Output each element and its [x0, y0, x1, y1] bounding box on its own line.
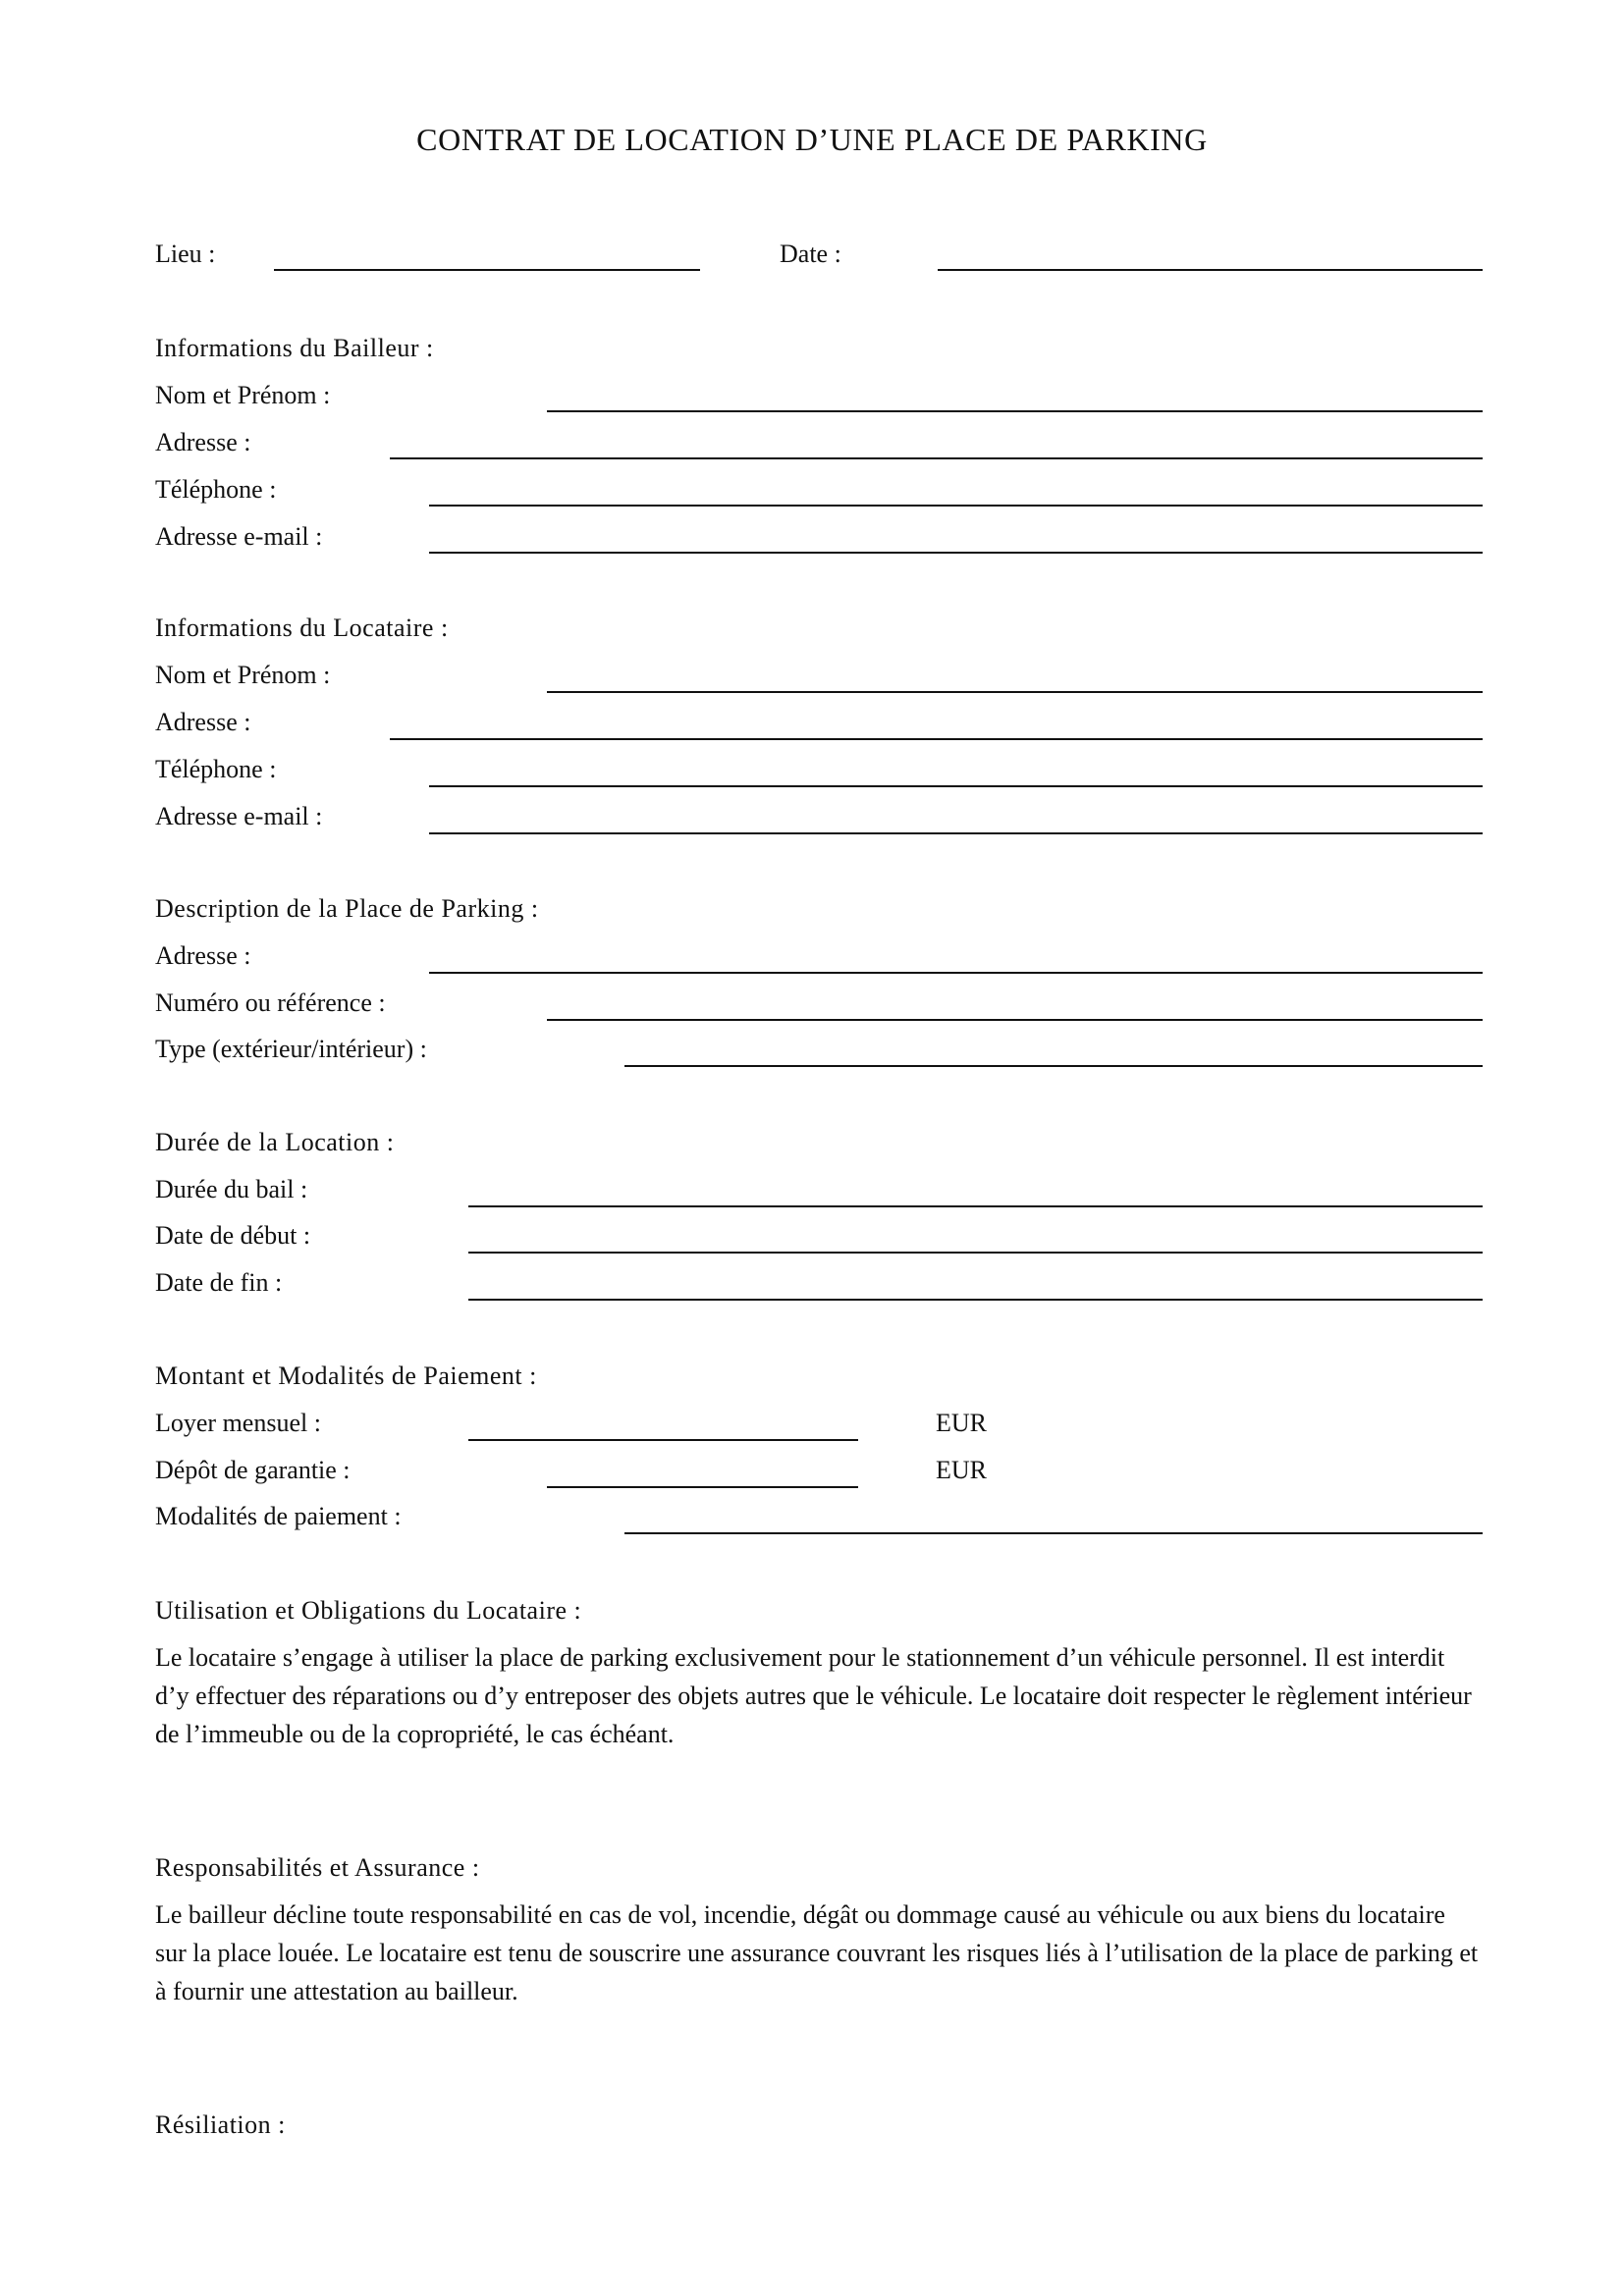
landlord-address-field[interactable] [390, 457, 1483, 459]
duration-heading: Durée de la Location : [155, 1128, 395, 1156]
deposit-label: Dépôt de garantie : [155, 1456, 351, 1484]
parking-reference-label: Numéro ou référence : [155, 988, 386, 1017]
start-date-field[interactable] [468, 1252, 1483, 1254]
tenant-phone-field[interactable] [429, 785, 1483, 787]
deposit-currency: EUR [936, 1456, 987, 1484]
parking-type-field[interactable] [624, 1065, 1483, 1067]
usage-heading: Utilisation et Obligations du Locataire : [155, 1596, 582, 1625]
deposit-field[interactable] [547, 1486, 858, 1488]
lease-duration-label: Durée du bail : [155, 1175, 308, 1203]
tenant-name-field[interactable] [547, 691, 1483, 693]
landlord-heading: Informations du Bailleur : [155, 334, 434, 362]
lease-duration-field[interactable] [468, 1205, 1483, 1207]
landlord-phone-field[interactable] [429, 505, 1483, 507]
tenant-heading: Informations du Locataire : [155, 614, 449, 642]
monthly-rent-label: Loyer mensuel : [155, 1409, 321, 1437]
date-label: Date : [780, 240, 841, 268]
parking-reference-field[interactable] [547, 1019, 1483, 1021]
landlord-email-field[interactable] [429, 552, 1483, 554]
tenant-email-field[interactable] [429, 832, 1483, 834]
tenant-address-label: Adresse : [155, 708, 251, 736]
payment-heading: Montant et Modalités de Paiement : [155, 1362, 537, 1390]
landlord-name-label: Nom et Prénom : [155, 381, 331, 409]
parking-address-field[interactable] [429, 972, 1483, 974]
tenant-phone-label: Téléphone : [155, 755, 277, 783]
landlord-address-label: Adresse : [155, 428, 251, 456]
document-title: CONTRAT DE LOCATION D’UNE PLACE DE PARKING [416, 122, 1208, 157]
liability-heading: Responsabilités et Assurance : [155, 1853, 480, 1882]
place-label: Lieu : [155, 240, 216, 268]
tenant-address-field[interactable] [390, 738, 1483, 740]
payment-method-label: Modalités de paiement : [155, 1502, 402, 1530]
usage-paragraph: Le locataire s’engage à utiliser la place de parking exclusivement pour le stationnement d’un véhicule personnel. Il est interdit d’y effectuer des réparations ou d’y entreposer des objets autres que le véhicule. Le locataire doit respecter le règlement intérieur de l’immeuble ou de la copropriété, le cas échéant. [155, 1643, 1472, 1748]
landlord-email-label: Adresse e-mail : [155, 522, 323, 551]
rent-currency: EUR [936, 1409, 987, 1437]
end-date-field[interactable] [468, 1299, 1483, 1301]
termination-heading: Résiliation : [155, 2110, 286, 2139]
tenant-name-label: Nom et Prénom : [155, 661, 331, 689]
tenant-email-label: Adresse e-mail : [155, 802, 323, 830]
parking-heading: Description de la Place de Parking : [155, 894, 539, 923]
date-field[interactable] [938, 269, 1483, 271]
start-date-label: Date de début : [155, 1221, 311, 1250]
liability-paragraph: Le bailleur décline toute responsabilité en cas de vol, incendie, dégât ou dommage causé au véhicule ou aux biens du locataire sur la place louée. Le locataire est tenu de souscrire une assurance couvrant les risques liés à l’utilisation de la place de parking et à fournir une attestation au bailleur. [155, 1900, 1479, 2005]
payment-method-field[interactable] [624, 1532, 1483, 1534]
landlord-phone-label: Téléphone : [155, 475, 277, 504]
landlord-name-field[interactable] [547, 410, 1483, 412]
parking-type-label: Type (extérieur/intérieur) : [155, 1035, 427, 1063]
parking-address-label: Adresse : [155, 941, 251, 970]
monthly-rent-field[interactable] [468, 1439, 858, 1441]
end-date-label: Date de fin : [155, 1268, 283, 1297]
place-field[interactable] [274, 269, 700, 271]
